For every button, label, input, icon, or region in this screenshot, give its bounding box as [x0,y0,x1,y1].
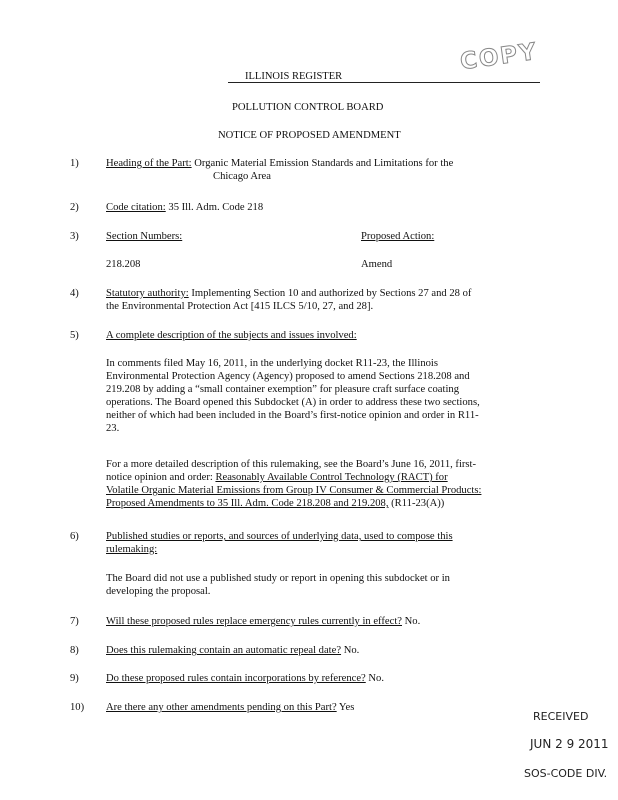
item-label: Code citation: [106,202,166,213]
item-text-cont: Chicago Area [213,171,271,182]
rulemaking-title: Reasonably Available Control Technology (RACT) for [215,472,448,483]
received-stamp-date: JUN 2 9 2011 [530,737,609,751]
item-label: Heading of the Part: [106,158,192,169]
item-published-studies [106,530,542,556]
item-text: Organic Material Emission Standards and Limitations for the [194,158,454,169]
notice-title: NOTICE OF PROPOSED AMENDMENT [218,130,401,141]
item-answer: No. [343,645,360,656]
item-number: 4) [70,288,79,299]
item-label: Do these proposed rules contain incorporations by reference? [106,673,366,684]
item-automatic-repeal [106,644,542,657]
copy-stamp: COPY [458,38,540,76]
register-title: ILLINOIS REGISTER [245,71,343,82]
item-label-cont: rulemaking: [106,544,158,555]
item-number: 9) [70,673,79,684]
item-number: 6) [70,531,79,542]
item-label: Are there any other amendments pending on this Part? [106,702,337,713]
item-text: Implementing Section 10 and authorized by Sections 27 and 28 of [191,288,472,299]
description-paragraph-1 [106,357,542,435]
item-answer: No. [404,616,421,627]
item-text: 35 Ill. Adm. Code 218 [168,202,264,213]
paragraph-line: neither of which had been included in the Board’s first-notice opinion and order in R11- [106,410,479,421]
item-number: 8) [70,645,79,656]
item-label: Will these proposed rules replace emergency rules currently in effect? [106,616,402,627]
proposed-action-label: Proposed Action: [361,231,435,242]
item-number: 3) [70,231,79,242]
item-number: 2) [70,202,79,213]
item-number: 10) [70,702,85,713]
item-number: 1) [70,158,79,169]
item-label: Does this rulemaking contain an automatic repeal date? [106,645,342,656]
item-emergency-rules [106,615,542,628]
item-label: Statutory authority: [106,288,189,299]
item-number: 7) [70,616,79,627]
rulemaking-title: Volatile Organic Material Emissions from Group IV Consumer & Commercial Products: [106,485,482,496]
proposed-action-value: Amend [361,259,393,270]
paragraph-line: In comments filed May 16, 2011, in the underlying docket R11-23, the Illinois [106,358,438,369]
item-label: A complete description of the subjects and issues involved: [106,330,357,341]
received-stamp-division: SOS-CODE DIV. [524,767,608,780]
published-studies-paragraph [106,572,542,598]
item-number: 5) [70,330,79,341]
item-answer: No. [368,673,385,684]
item-answer: Yes [338,702,355,713]
paragraph-line: For a more detailed description of this rulemaking, see the Board’s June 16, 2011, first- [106,459,477,470]
received-stamp-line: RECEIVED [533,710,589,723]
paragraph-line: operations. The Board opened this Subdocket (A) in order to address these two sections, [106,397,480,408]
section-numbers-label: Section Numbers: [106,231,183,242]
board-title: POLLUTION CONTROL BOARD [232,102,384,113]
rulemaking-title: Proposed Amendments to 35 Ill. Adm. Code 218.208 and 219.208, [106,498,389,509]
docket-number: (R11-23(A)) [391,498,445,509]
item-incorporations [106,672,542,685]
paragraph-line: 23. [106,423,120,434]
item-text-cont: the Environmental Protection Act [415 ILCS 5/10, 27, and 28]. [106,301,374,312]
description-paragraph-2 [106,458,542,510]
item-other-amendments [106,701,542,714]
item-label: Published studies or reports, and sources of underlying data, used to compose this [106,531,453,542]
header-rule [228,82,540,83]
paragraph-line: developing the proposal. [106,586,211,597]
section-number-value: 218.208 [106,259,141,270]
item-heading [106,157,542,170]
paragraph-line: notice opinion and order: [106,472,213,483]
item-statutory-authority [106,287,542,313]
paragraph-line: Environmental Protection Agency (Agency) proposed to amend Sections 218.208 and [106,371,470,382]
paragraph-line: 219.208 by adding a “small container exemption” for pleasure craft surface coating [106,384,459,395]
paragraph-line: The Board did not use a published study or report in opening this subdocket or in [106,573,450,584]
item-code-citation [106,201,542,214]
